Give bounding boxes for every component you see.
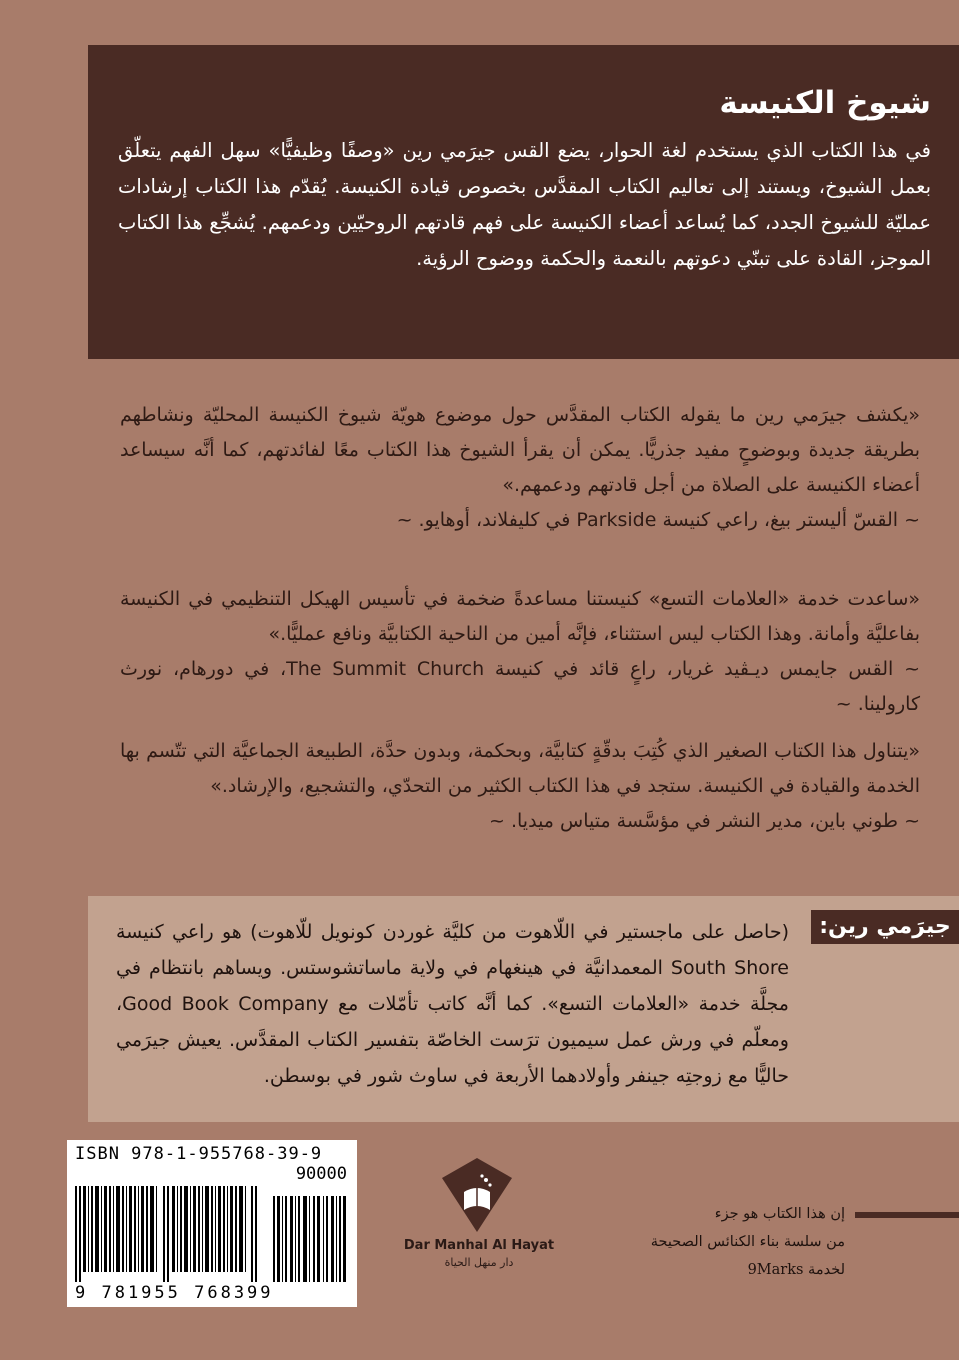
- endorsement-3-text: «يتناول هذا الكتاب الصغير الذي كُتِبَ بدقّةٍ كتابيَّة، وبحكمة، وبدون حدَّة، الطبيعة الجماعيَّة التي تتّسم بها الخدمة والقيادة في الكنيسة. ستجد في هذا الكتاب الكثير من التحدّي، والتشجيع، والإرشاد.»: [120, 740, 920, 797]
- barcode-addon-bars: [273, 1186, 349, 1282]
- book-description: في هذا الكتاب الذي يستخدم لغة الحوار، يضع القس جيرَمي رين «وصفًا وظيفيًّا» سهل الفهم يتعلّق بعمل الشيوخ، ويستند إلى تعاليم الكتاب المقدَّس بخصوص قيادة الكنيسة. يُقدّم هذا الكتاب إرشادات عمليّة للشيوخ الجدد، كما يُساعد أعضاء الكنيسة على فهم قادتهم الروحيّين ودعمهم. يُشجِّع هذا الكتاب الموجز، القادة على تبنّي دعوتهم بالنعمة والحكمة ووضوح الرؤية.: [118, 139, 931, 270]
- barcode-bars: [75, 1186, 349, 1282]
- endorsement-2-text: «ساعدت خدمة «العلامات التسع» كنيستنا مساعدةً ضخمة في تأسيس الهيكل التنظيمي في الكنيسة بفاعليَّة وأمانة. وهذا الكتاب ليس استثناء، فإنَّه أمين من الناحية الكتابيَّة ونافع عمليًّا.»: [120, 588, 920, 645]
- book-logo-icon: [442, 1158, 512, 1232]
- publisher-logo: [398, 1158, 560, 1278]
- isbn-number: ISBN 978-1-955768-39-9: [75, 1144, 323, 1164]
- series-divider: [855, 1212, 959, 1218]
- book-title: شيوخ الكنيسة: [719, 85, 931, 121]
- ean-digits: 9 781955 768399: [75, 1283, 274, 1303]
- description-panel: [88, 45, 959, 359]
- series-note: [560, 1200, 845, 1284]
- endorsement-1: [120, 398, 920, 538]
- author-name: جيرَمي رين:: [811, 910, 959, 944]
- author-bio-panel: [88, 896, 959, 1122]
- isbn-barcode: [67, 1140, 357, 1307]
- endorsement-1-text: «يكشف جيرَمي رين ما يقوله الكتاب المقدَّس حول موضوع هويّة شيوخ الكنيسة المحليّة ونشاطهم بطريقة جديدة وبوضوحٍ مفيد جذريًّا. يمكن أن يقرأ الشيوخ هذا الكتاب معًا لفائدتهم، كما أنَّه سيساعد أعضاء الكنيسة على الصلاة من أجل قادتهم ودعمهم.»: [120, 404, 920, 496]
- endorsement-3: [120, 734, 920, 839]
- series-line-2: من سلسة بناء الكنائس الصحيحة: [650, 1234, 845, 1250]
- series-line-1: إن هذا الكتاب هو جزء: [714, 1206, 845, 1222]
- barcode-main-bars: [75, 1186, 265, 1282]
- endorsement-1-attribution: ~ القسّ أليستر بيغ، راعي كنيسة Parkside في كليفلاند، أوهايو. ~: [396, 509, 920, 531]
- price-code: 90000: [295, 1164, 347, 1184]
- endorsement-2-attribution: ~ القس جايمس ديـڤيد غريار، راعٍ قائد في كنيسة The Summit Church، في دورهام، نورث كارولينا. ~: [120, 658, 920, 715]
- endorsement-2: [120, 582, 920, 722]
- endorsement-3-attribution: ~ طوني باين، مدير النشر في مؤسَّسة متياس ميديا. ~: [489, 810, 920, 832]
- publisher-name-en: Dar Manhal Al Hayat: [403, 1238, 555, 1253]
- publisher-name-ar: دار منهل الحياة: [444, 1256, 514, 1269]
- author-bio-text: (حاصل على ماجستير في اللّاهوت من كليَّة غوردن كونويل للّاهوت) هو راعي كنيسة South Shore المعمدانيَّة في هينغهام في ولاية ماساتشوستس. ويساهم بانتظام في مجلَّة خدمة «العلامات التسع». كما أنَّه كاتب تأمّلات مع Good Book Company، ومعلّم في ورش عمل سيميون ترَست الخاصّة بتفسير الكتاب المقدَّس. يعيش جيرَمي حاليًّا مع زوجتِه جينفر وأولادهما الأربعة في ساوث شور في بوسطن.: [116, 921, 789, 1087]
- series-line-3: لخدمة 9Marks: [747, 1262, 845, 1278]
